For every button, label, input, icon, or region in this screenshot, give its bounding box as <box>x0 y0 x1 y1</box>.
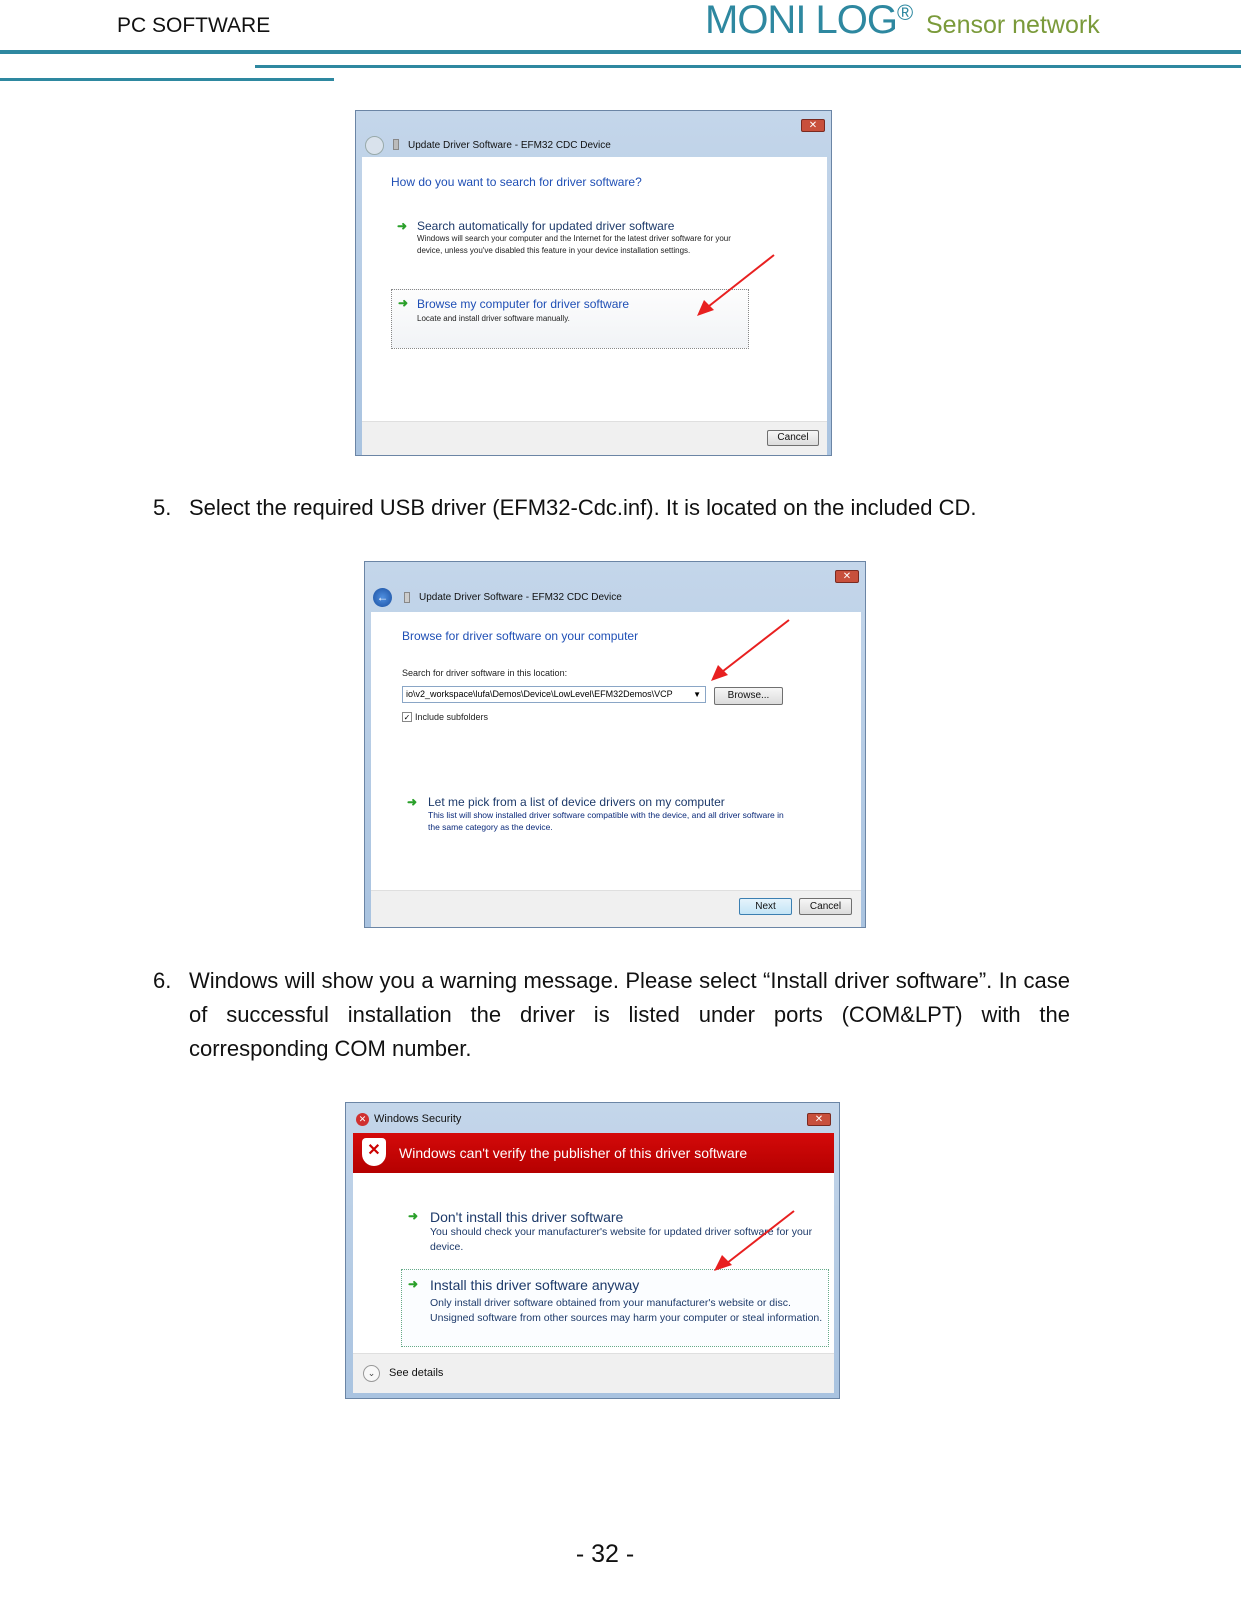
close-button[interactable]: ✕ <box>801 119 825 132</box>
red-pointer-arrow-icon <box>692 252 782 322</box>
option-title: Browse my computer for driver software <box>417 297 630 311</box>
brand-logo <box>705 0 912 43</box>
cancel-button[interactable]: Cancel <box>799 898 852 915</box>
dialog-title: Update Driver Software - EFM32 CDC Device <box>419 592 622 603</box>
shield-error-icon: ✕ <box>362 1138 386 1166</box>
green-arrow-icon: ➜ <box>407 795 418 809</box>
option-description: This list will show installed driver software compatible with the device, and all driver software in the same category as the device. <box>428 810 784 832</box>
green-arrow-icon: ➜ <box>397 219 408 233</box>
warning-banner <box>353 1133 834 1173</box>
chevron-down-icon[interactable]: ▼ <box>693 690 701 699</box>
include-subfolders-checkbox[interactable]: ✓ <box>403 713 411 722</box>
option-title: Don't install this driver software <box>430 1209 624 1225</box>
dialog-footer <box>371 890 861 928</box>
update-driver-dialog-search <box>355 110 832 456</box>
dialog-footer <box>362 421 827 456</box>
include-subfolders-label: Include subfolders <box>415 712 489 722</box>
step-text: Select the required USB driver (EFM32-Cdc.inf). It is located on the included CD. <box>189 495 977 520</box>
update-driver-dialog-browse <box>364 561 866 928</box>
dialog-footer <box>353 1353 834 1393</box>
option-title: Let me pick from a list of device drivers on my computer <box>428 795 725 809</box>
dialog-body <box>353 1173 834 1353</box>
banner-text: Windows can't verify the publisher of this driver software <box>399 1145 748 1161</box>
red-pointer-arrow-icon <box>706 617 796 687</box>
step-number: 5. <box>153 495 172 520</box>
header-rule <box>0 78 334 81</box>
close-button[interactable]: ✕ <box>807 1113 831 1126</box>
cancel-button[interactable]: Cancel <box>767 430 819 446</box>
option-install-anyway[interactable] <box>401 1269 829 1347</box>
dialog-heading: How do you want to search for driver software? <box>391 175 642 189</box>
option-description: You should check your manufacturer's website for updated driver software for your device. <box>430 1226 813 1253</box>
back-arrow-icon[interactable] <box>365 136 384 155</box>
header-rule <box>0 50 1241 54</box>
brand-tagline: Sensor network <box>926 11 1100 39</box>
close-button[interactable]: ✕ <box>835 570 859 583</box>
option-description: Windows will search your computer and the Internet for the latest driver software for your device, unless you've disabled this feature in your device installation settings. <box>417 234 731 255</box>
chevron-down-icon[interactable]: ⌄ <box>363 1365 380 1382</box>
windows-security-dialog <box>345 1102 840 1399</box>
header-rule <box>255 65 1241 68</box>
dialog-body <box>371 612 861 890</box>
browse-button[interactable]: Browse... <box>714 687 783 705</box>
option-title: Install this driver software anyway <box>430 1277 640 1293</box>
green-arrow-icon: ➜ <box>398 296 409 310</box>
error-icon: ✕ <box>356 1113 369 1126</box>
red-pointer-arrow-icon <box>708 1203 798 1275</box>
location-value: io\v2_workspace\lufa\Demos\Device\LowLevel\EFM32Demos\VCP <box>406 689 673 699</box>
section-title: PC SOFTWARE <box>117 14 271 37</box>
brand-name: MONI LOG <box>705 0 898 42</box>
green-arrow-icon: ➜ <box>408 1277 419 1291</box>
page-number: - 32 - <box>575 1540 635 1568</box>
option-description: Only install driver software obtained from your manufacturer's website or disc. Unsigned software from other sources may harm your computer or steal information. <box>430 1297 823 1324</box>
back-arrow-icon[interactable]: ← <box>373 588 392 607</box>
option-pick-from-list[interactable] <box>407 795 787 833</box>
device-icon <box>404 592 410 603</box>
registered-mark: ® <box>897 0 913 25</box>
dialog-title: Windows Security <box>374 1113 462 1125</box>
option-title: Search automatically for updated driver software <box>417 219 675 233</box>
device-icon <box>393 139 399 150</box>
green-arrow-icon: ➜ <box>408 1209 419 1223</box>
dialog-heading: Browse for driver software on your computer <box>402 629 639 643</box>
option-search-automatically[interactable] <box>397 219 737 257</box>
location-combobox[interactable] <box>402 686 706 703</box>
step-number: 6. <box>153 968 172 993</box>
next-button[interactable]: Next <box>739 898 792 915</box>
location-label: Search for driver software in this location: <box>402 668 568 678</box>
step-text: Windows will show you a warning message. Please select “Install driver software”. In case of successful installation the driver is listed under ports (COM&LPT) with the corresponding COM number. <box>189 968 1070 1061</box>
option-description: Locate and install driver software manually. <box>417 314 570 323</box>
dialog-body <box>362 157 827 421</box>
dialog-title: Update Driver Software - EFM32 CDC Device <box>408 140 611 151</box>
see-details-toggle[interactable]: See details <box>389 1367 444 1379</box>
